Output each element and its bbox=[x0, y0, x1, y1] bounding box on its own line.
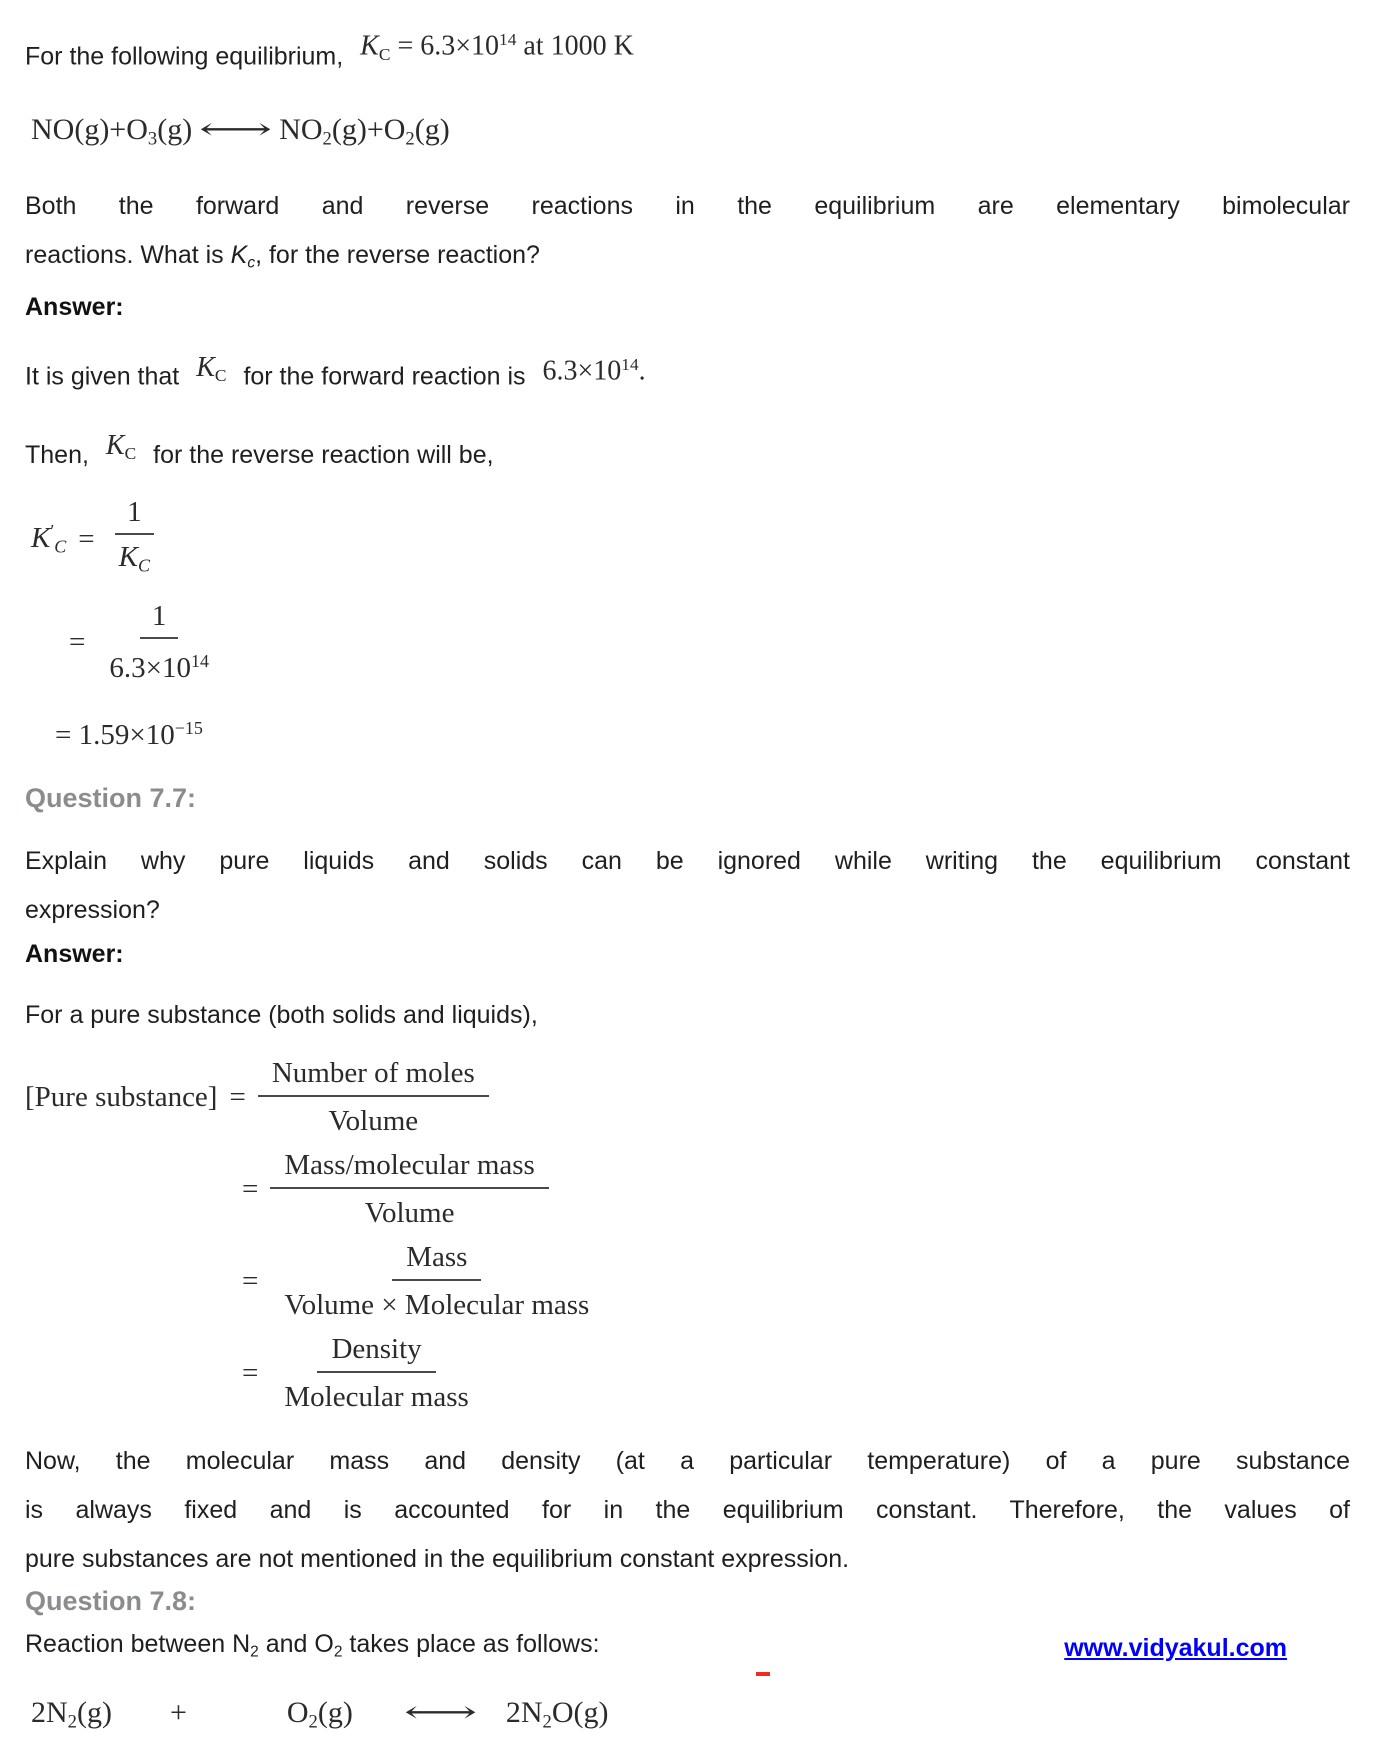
equals-sign: = bbox=[69, 626, 86, 659]
fraction-numerator: 1 bbox=[140, 597, 179, 639]
question-7-7-heading: Question 7.7: bbox=[25, 783, 197, 814]
equals-sign: = bbox=[242, 1172, 259, 1205]
fraction-numerator: Mass/molecular mass bbox=[270, 1143, 548, 1189]
page-red-mark bbox=[756, 1672, 770, 1676]
q76-formula-kc-prime bbox=[31, 493, 1350, 585]
fraction bbox=[270, 1235, 603, 1327]
fraction-denominator: $K_C$ bbox=[118, 540, 150, 576]
q77-formula-pure-substance bbox=[25, 1051, 1350, 1143]
q76-intro-text: For the following equilibrium, bbox=[25, 42, 344, 71]
q77-closing-line3: pure substances are not mentioned in the equilibrium constant expression. bbox=[25, 1545, 850, 1574]
q76-kc-inline-math2: $K_C$ bbox=[105, 429, 137, 463]
fraction-numerator: Mass bbox=[392, 1235, 481, 1281]
q77-closing-paragraph bbox=[25, 1437, 1350, 1584]
equals-sign: = bbox=[242, 1356, 259, 1389]
q78-intro-text: Reaction between $N_2$ and $O_2$ takes place as follows: bbox=[25, 1630, 600, 1661]
q76-formula-substitution bbox=[57, 597, 1350, 688]
q76-answer-label: Answer: bbox=[25, 292, 124, 321]
q76-then-line bbox=[25, 429, 1350, 483]
q76-given-line bbox=[25, 350, 1350, 405]
q77-formula-step3 bbox=[230, 1235, 1350, 1327]
fraction bbox=[107, 493, 162, 585]
q77-question-paragraph bbox=[25, 837, 1350, 935]
q76-then-suffix: for the reverse reaction will be, bbox=[153, 440, 494, 469]
fraction-denominator: Volume × Molecular mass bbox=[284, 1289, 590, 1322]
q77-formula-step2 bbox=[230, 1143, 1350, 1235]
equals-sign: = bbox=[242, 1264, 259, 1297]
fraction bbox=[270, 1143, 548, 1235]
question-7-8-heading: Question 7.8: bbox=[25, 1586, 197, 1617]
q76-question-line2: reactions. What is $K_c$, for the reverse reaction? bbox=[25, 241, 540, 272]
fraction-denominator: Volume bbox=[364, 1197, 455, 1230]
q77-question-line2: expression? bbox=[25, 896, 160, 925]
q76-formula-result: = $1.59\times 10^{-15}$ bbox=[55, 718, 203, 752]
q76-question-paragraph bbox=[25, 182, 1350, 288]
fraction-numerator: Number of moles bbox=[258, 1051, 489, 1097]
q76-reaction-equation: $NO(g)+O_3(g)$ ⟷ $NO_2(g)+O_2(g)$ bbox=[31, 112, 450, 150]
fraction-denominator: Molecular mass bbox=[284, 1381, 469, 1414]
equals-sign: = bbox=[229, 1080, 246, 1113]
q77-answer-label: Answer: bbox=[25, 940, 124, 969]
q78-reaction-equation: $2N_2(g) + O_2(g)$ ⟷ $2N_2O(g)$ bbox=[31, 1695, 609, 1733]
q76-kc-inline-math: $K_C$ bbox=[196, 351, 227, 385]
equals-sign: = bbox=[78, 522, 95, 555]
q76-question-line1: Both the forward and reverse reactions in the equilibrium are elementary bimolecular bbox=[25, 192, 1350, 221]
q77-question-line1: Explain why pure liquids and solids can be ignored while writing the equilibrium constant bbox=[25, 847, 1350, 876]
q77-formula-lhs: [Pure substance] bbox=[25, 1080, 218, 1113]
fraction bbox=[258, 1051, 489, 1143]
q77-closing-line2: is always fixed and is accounted for in the equilibrium constant. Therefore, the values of bbox=[25, 1496, 1350, 1525]
fraction bbox=[97, 597, 221, 688]
fraction-denominator: Volume bbox=[328, 1105, 419, 1138]
q77-answer-intro-line bbox=[25, 995, 1350, 1035]
q76-intro-math: $K_C = 6.3\times 10^{14}$ at 1000 K bbox=[360, 30, 634, 64]
fraction-numerator: 1 bbox=[115, 493, 154, 535]
q76-formula-lhs: $K'_C$ bbox=[31, 520, 67, 557]
q76-then-prefix: Then, bbox=[25, 440, 89, 469]
q76-given-prefix: It is given that bbox=[25, 362, 180, 391]
q76-given-mid: for the forward reaction is bbox=[243, 362, 526, 391]
vidyakul-footer-link[interactable]: www.vidyakul.com bbox=[1064, 1634, 1287, 1662]
q77-closing-line1: Now, the molecular mass and density (at a particular temperature) of a pure substance bbox=[25, 1447, 1350, 1476]
q77-answer-intro: For a pure substance (both solids and liquids), bbox=[25, 1001, 538, 1030]
q77-formula-step4 bbox=[230, 1327, 1350, 1419]
fraction-denominator: $6.3\times 10^{14}$ bbox=[109, 651, 209, 685]
fraction bbox=[270, 1327, 482, 1419]
q76-given-value-math: $6.3\times 10^{14}$. bbox=[542, 354, 646, 387]
q76-intro-line bbox=[25, 30, 1350, 85]
fraction-numerator: Density bbox=[317, 1327, 435, 1373]
